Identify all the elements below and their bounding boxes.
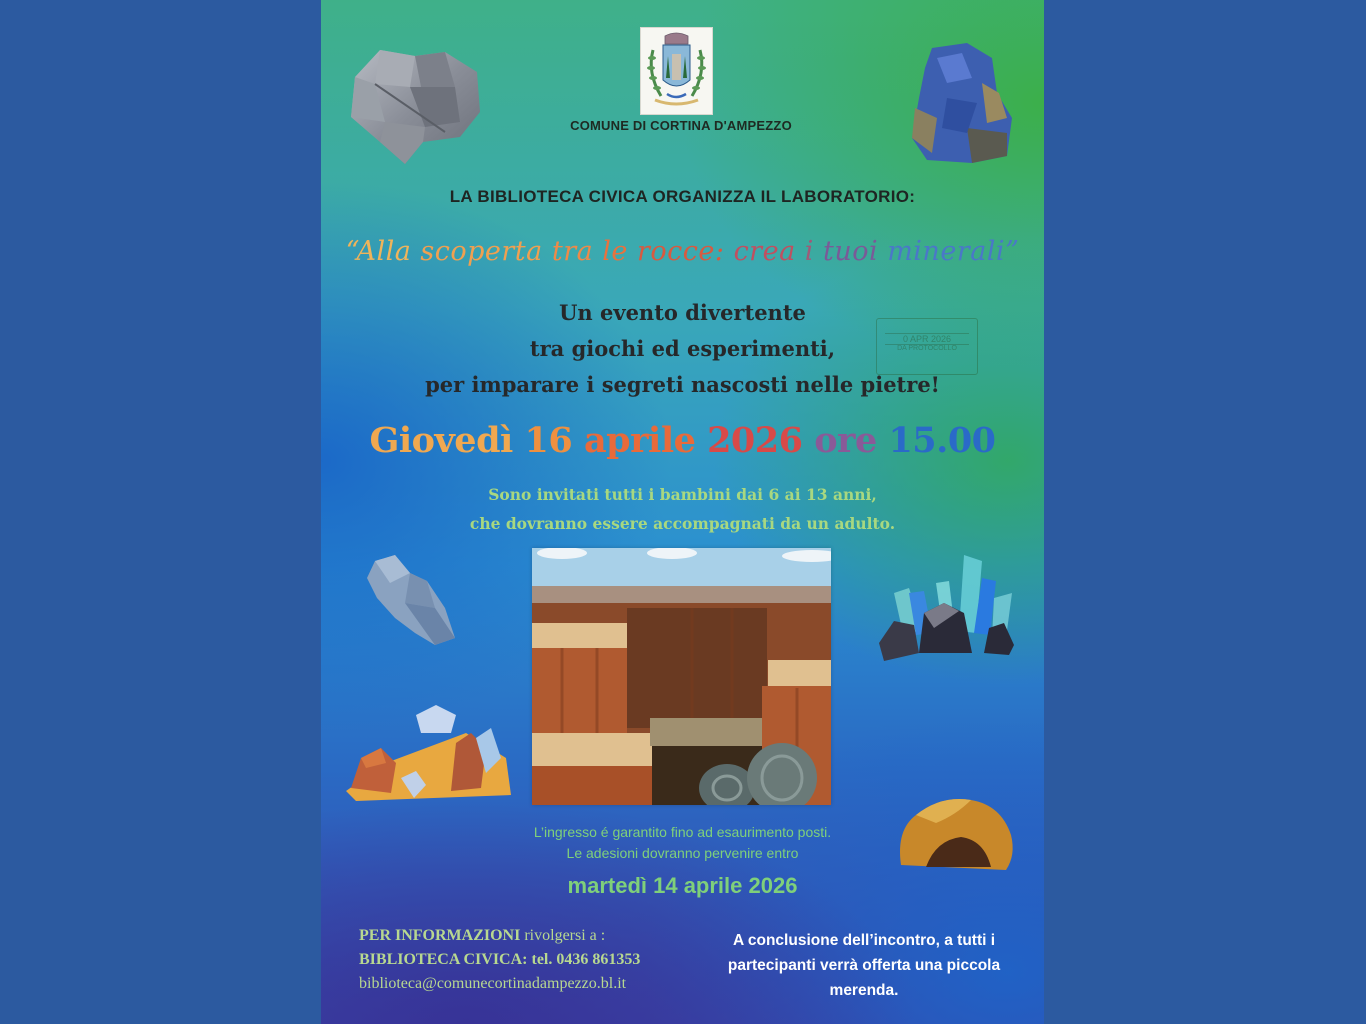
event-title [321,236,1044,267]
date-part: 15.00 [888,420,996,461]
title-part: le [602,236,637,267]
registration-info [321,822,1044,864]
subtitle-line: tra giochi ed esperimenti, [529,336,836,361]
merenda-line: merenda. [829,982,899,999]
protocol-stamp [876,318,978,375]
date-part: Giovedì [369,420,525,461]
date-part: aprile [583,420,708,461]
title-part: i [804,236,823,267]
title-part: rocce: [636,236,734,267]
date-part: ore [814,420,889,461]
canyon-illustration [532,548,831,805]
event-poster [321,0,1044,1024]
invite-text [321,480,1044,538]
contact-label-bold: PER INFORMAZIONI [359,927,521,944]
merenda-line: A conclusione dell’incontro, a tutti i [732,932,996,949]
invite-line: Sono invitati tutti i bambini dai 6 ai 13 anni, [488,485,877,504]
contact-library: BIBLIOTECA CIVICA: tel. 0436 861353 [359,951,641,968]
blue-lapis-rock-image [907,38,1017,168]
subtitle-line: Un evento divertente [559,300,806,325]
contact-label [359,924,640,948]
merenda-line: partecipanti verrà offerta una piccola [727,957,1001,974]
comune-name: COMUNE DI CORTINA D'AMPEZZO [570,118,792,133]
crystal-canyon-illustration-image [346,703,511,803]
contact-label-rest: rivolgersi a : [520,927,606,944]
title-part: scoperta [420,236,552,267]
merenda-note [699,928,1029,1003]
title-part: crea [733,236,805,267]
contact-email[interactable]: biblioteca@comunecortinadampezzo.bl.it [359,975,627,992]
grey-slate-rock-image [365,553,460,648]
registration-line: Le adesioni dovranno pervenire entro [566,845,799,861]
coat-of-arms-icon [641,28,712,114]
stamp-text: DA PROTOCOLLO [897,345,957,352]
title-part: “Alla [345,236,421,267]
canyon-image [532,548,831,805]
title-part: minerali” [887,236,1020,267]
registration-deadline: martedì 14 aprile 2026 [567,873,798,898]
comune-logo [640,27,713,115]
contact-info [359,924,640,996]
date-part: 2026 [707,420,815,461]
organizza-heading: LA BIBLIOTECA CIVICA ORGANIZZA IL LABORATORIO: [449,187,916,206]
date-part: 16 [524,420,584,461]
blue-crystals-rocks-image [864,553,1014,665]
registration-line: L’ingresso é garantito fino ad esaurimento posti. [533,824,832,840]
grey-mineral-rock-image [345,42,485,167]
subtitle-line: per imparare i segreti nascosti nelle pietre! [425,372,940,397]
title-part: tuoi [822,236,888,267]
invite-line: che dovranno essere accompagnati da un adulto. [469,514,896,533]
event-date [321,420,1044,461]
title-part: tra [551,236,603,267]
stamp-date: 0 APR 2026 [885,333,969,345]
